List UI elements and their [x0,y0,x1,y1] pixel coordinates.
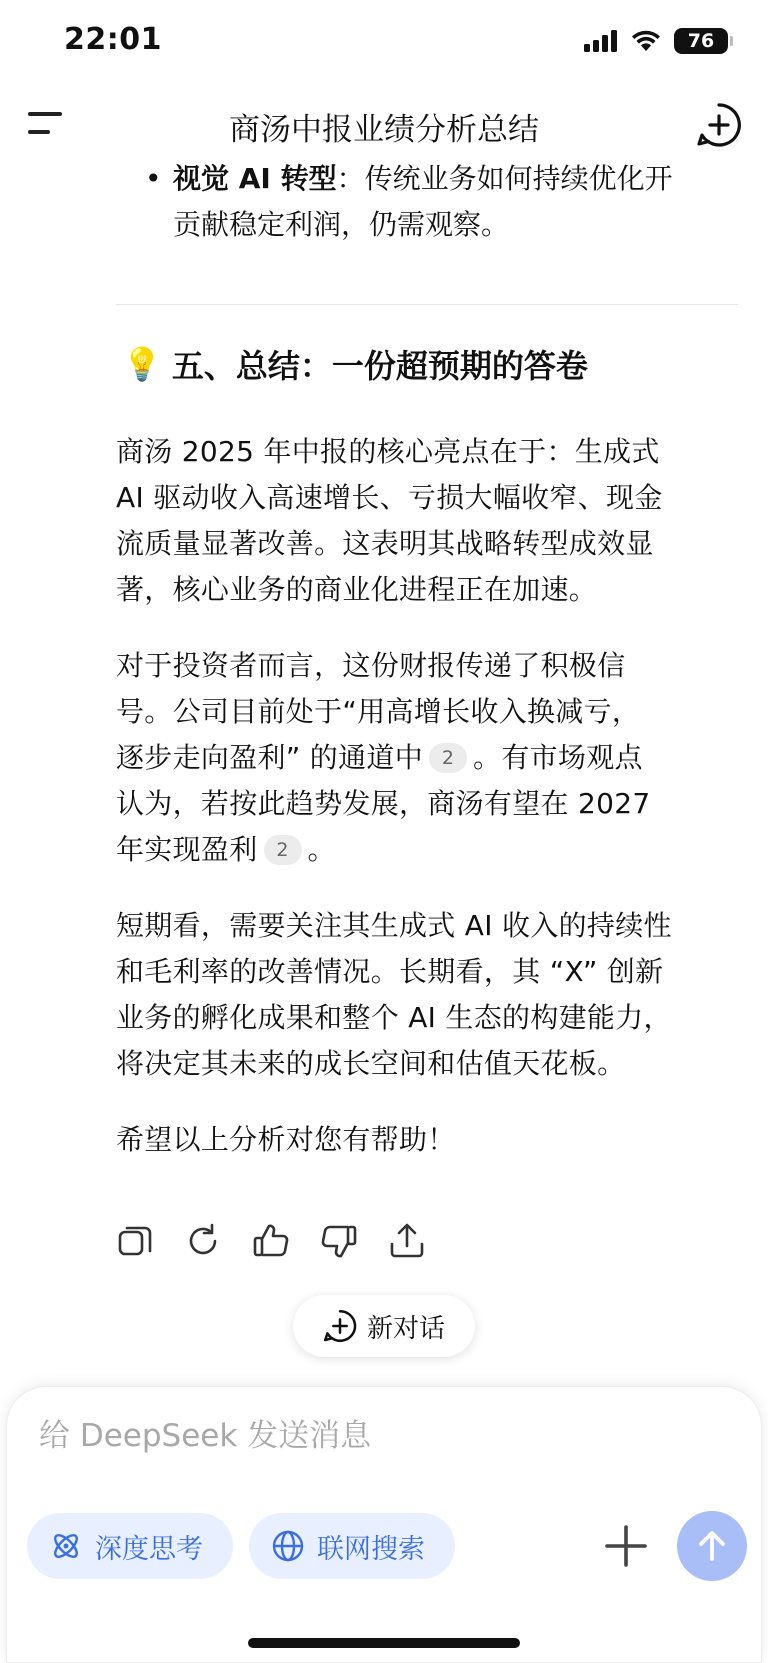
p2-line-3a: 逐步走向盈利” 的通道中 [116,741,424,774]
copy-button[interactable] [116,1222,154,1260]
message-actions [116,1222,426,1260]
bullet-text-1: ：传统业务如何持续优化开 [336,162,673,195]
home-indicator [248,1638,520,1648]
refresh-icon [184,1222,222,1260]
p2-line-2: 号。公司目前处于“用高增长收入换减亏， [116,695,641,728]
p2-line-5b: 。 [307,833,336,866]
atom-icon [49,1529,83,1563]
lightbulb-icon: 💡 [122,345,162,383]
p2-line-4: 认为，若按此趋势发展，商汤有望在 2027 [116,787,651,820]
citation-badge[interactable]: 2 [429,743,467,773]
p2-line-1: 对于投资者而言，这份财报传递了积极信 [116,649,626,682]
deep-think-button[interactable] [27,1513,233,1579]
assistant-message [116,156,736,1163]
like-button[interactable] [252,1222,290,1260]
dislike-button[interactable] [320,1222,358,1260]
thumbs-down-icon [320,1222,358,1260]
plus-icon [593,1513,659,1579]
new-dialog-label: 新对话 [366,1312,445,1343]
list-item [113,156,736,248]
p1-line-4: 著，核心业务的商业化进程正在加速。 [116,573,598,606]
paragraph-3 [116,903,736,1087]
regenerate-button[interactable] [184,1222,222,1260]
share-icon [388,1222,426,1260]
arrow-up-icon [695,1529,729,1563]
bullet-text-2: 贡献稳定利润，仍需观察。 [173,208,510,241]
attach-button[interactable] [593,1513,659,1579]
new-chat-button[interactable] [696,102,742,148]
signal-icon [584,30,618,52]
page-title: 商汤中报业绩分析总结 [229,112,539,148]
status-time: 22:01 [64,22,162,57]
p2-line-5a: 年实现盈利 [116,833,258,866]
battery-indicator: 76 [674,28,728,54]
plus-circle-icon [323,1309,357,1343]
p2-line-3b: 。有市场观点 [473,741,643,774]
copy-icon [116,1222,154,1260]
divider [116,304,738,305]
bullet-bold: 视觉 AI 转型 [173,162,337,195]
p1-line-2: AI 驱动收入高速增长、亏损大幅收窄、现金 [116,481,663,514]
plus-circle-icon [696,102,742,148]
thumbs-up-icon [252,1222,290,1260]
status-icons [584,28,728,54]
p3-line-2: 和毛利率的改善情况。长期看，其 “X” 创新 [116,955,664,988]
p1-line-1: 商汤 2025 年中报的核心亮点在于：生成式 [116,435,660,468]
p3-line-3: 业务的孵化成果和整个 AI 生态的构建能力， [116,1001,672,1034]
deep-think-label: 深度思考 [95,1533,203,1564]
wifi-icon [630,29,662,53]
share-button[interactable] [388,1222,426,1260]
web-search-label: 联网搜索 [317,1533,425,1564]
nav-bar [0,92,768,156]
section-heading [122,341,736,387]
p3-line-4: 将决定其未来的成长空间和估值天花板。 [116,1047,626,1080]
citation-badge[interactable]: 2 [264,835,302,865]
new-dialog-button[interactable] [293,1295,475,1357]
message-input[interactable] [39,1413,719,1459]
paragraph-1 [116,429,736,613]
paragraph-4: 希望以上分析对您有帮助！ [116,1123,456,1156]
section-heading-text: 五、总结：一份超预期的答卷 [171,347,588,385]
composer [6,1386,762,1663]
send-button[interactable] [677,1511,747,1581]
globe-icon [271,1529,305,1563]
paragraph-2 [116,643,736,873]
p1-line-3: 流质量显著改善。这表明其战略转型成效显 [116,527,654,560]
status-bar [0,0,768,84]
web-search-button[interactable] [249,1513,455,1579]
p3-line-1: 短期看，需要关注其生成式 AI 收入的持续性 [116,909,672,942]
